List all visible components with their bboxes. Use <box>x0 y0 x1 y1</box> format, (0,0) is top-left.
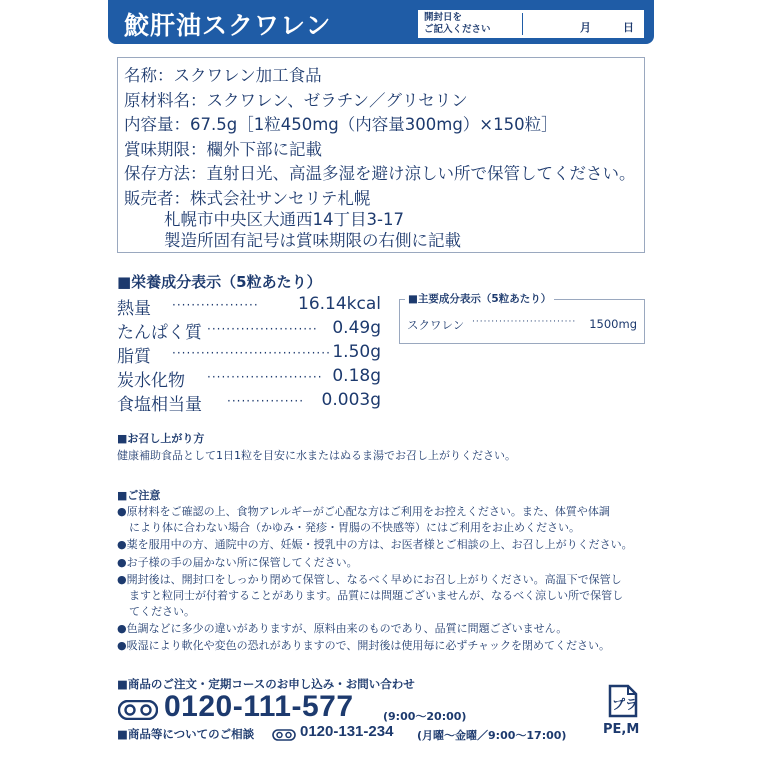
caution-heading: ■ご注意 <box>117 489 161 502</box>
leader-dots: ································· <box>172 346 331 360</box>
nutrient-value: 0.18g <box>332 366 381 386</box>
consult-contact-heading: ■商品等についてのご相談 <box>117 727 255 741</box>
nutrient-name: 食塩相当量 <box>117 395 202 415</box>
nutrition-row <box>117 318 381 343</box>
consult-phone-number[interactable]: 0120-131-234 <box>300 723 394 740</box>
info-name: 名称：スクワレン加工食品 <box>124 66 322 85</box>
header-bar <box>108 0 654 44</box>
order-phone-number[interactable]: 0120-111-577 <box>164 690 354 723</box>
nutrient-value: 0.003g <box>321 390 381 410</box>
caution-line: により体に合わない場合（かゆみ・発疹・胃腸の不快感等）にはご利用をお止めください。 <box>129 521 580 534</box>
nutrition-row <box>117 342 381 367</box>
info-contents: 内容量：67.5g［1粒450mg（内容量300mg）×150粒］ <box>124 115 558 134</box>
leader-dots: ······················· <box>207 322 318 336</box>
caution-line: てください。 <box>129 605 195 618</box>
nutrition-row <box>117 390 381 415</box>
leader-dots: ·················· <box>172 298 259 312</box>
leader-dots: ················ <box>227 394 305 408</box>
info-maker-code: 製造所固有記号は賞味期限の右側に記載 <box>164 231 461 250</box>
usage-text: 健康補助食品として1日1粒を目安に水またはぬるま湯でお召し上がりください。 <box>117 449 516 462</box>
main-component-value: 1500mg <box>589 317 637 331</box>
nutrient-value: 16.14kcal <box>298 294 381 314</box>
nutrition-row <box>117 366 381 391</box>
opened-label-line2: ご記入ください <box>424 24 491 35</box>
main-component-name: スクワレン <box>407 318 465 332</box>
nutrient-name: たんぱく質 <box>117 323 202 343</box>
opened-label-line1: 開封日を <box>424 12 463 23</box>
leader-dots: ··························· <box>472 317 577 327</box>
consult-hours: (月曜〜金曜／9:00〜17:00) <box>417 729 567 742</box>
day-label: 日 <box>623 21 634 34</box>
plastic-recycle-icon <box>602 680 644 722</box>
leader-dots: ························ <box>207 370 323 384</box>
order-hours: (9:00〜20:00) <box>383 710 467 723</box>
nutrient-name: 炭水化物 <box>117 371 185 391</box>
freedial-small-icon <box>272 729 296 741</box>
nutrient-name: 熱量 <box>117 299 151 319</box>
caution-line: ますと粒同士が付着することがあります。品質には問題ございませんが、なるべく涼しい所で保管し <box>129 589 624 602</box>
nutrient-name: 脂質 <box>117 347 151 367</box>
info-storage: 保存方法：直射日光、高温多湿を避け涼しい所で保管してください。 <box>124 164 636 183</box>
month-label: 月 <box>580 21 591 34</box>
date-divider <box>522 13 523 35</box>
caution-line: ●色調などに多少の違いがありますが、原料由来のものであり、品質に問題ございません。 <box>117 622 568 635</box>
recycle-material-label: PE,M <box>603 722 640 737</box>
info-ingredients: 原材料名：スクワレン、ゼラチン／グリセリン <box>124 91 468 110</box>
opened-date-label <box>424 12 524 36</box>
caution-line: ●薬を服用中の方、通院中の方、妊娠・授乳中の方は、お医者様とご相談の上、お召し上がりください。 <box>117 538 633 551</box>
nutrient-value: 1.50g <box>332 342 381 362</box>
main-component-row <box>407 317 637 333</box>
nutrient-value: 0.49g <box>332 318 381 338</box>
info-seller: 販売者：株式会社サンセリテ札幌 <box>124 189 371 208</box>
main-components-heading: ■主要成分表示（5粒あたり） <box>405 291 554 306</box>
caution-line: ●開封後は、開封口をしっかり閉めて保管し、なるべく早めにお召し上がりください。高温下で保管し <box>117 573 622 586</box>
order-contact-heading: ■商品のご注文・定期コースのお申し込み・お問い合わせ <box>117 677 415 691</box>
nutrition-heading: ■栄養成分表示（5粒あたり） <box>117 273 322 291</box>
nutrition-row <box>117 294 381 319</box>
product-info-box <box>117 57 645 253</box>
product-title: 鮫肝油スクワレン <box>124 11 332 40</box>
freedial-icon <box>118 700 158 720</box>
caution-line: ●原材料をご確認の上、食物アレルギーがご心配な方はご利用をお控えください。また、体質や体調 <box>117 505 610 518</box>
svg-text:プラ: プラ <box>612 698 639 713</box>
usage-heading: ■お召し上がり方 <box>117 432 205 445</box>
opened-date-box <box>418 10 644 38</box>
caution-line: ●お子様の手の届かない所に保管してください。 <box>117 556 358 569</box>
info-expiry: 賞味期限：欄外下部に記載 <box>124 140 322 159</box>
info-address: 札幌市中央区大通西14丁目3-17 <box>164 210 404 229</box>
caution-line: ●吸湿により軟化や変色の恐れがありますので、開封後は使用毎に必ずチャックを閉めてください。 <box>117 639 611 652</box>
